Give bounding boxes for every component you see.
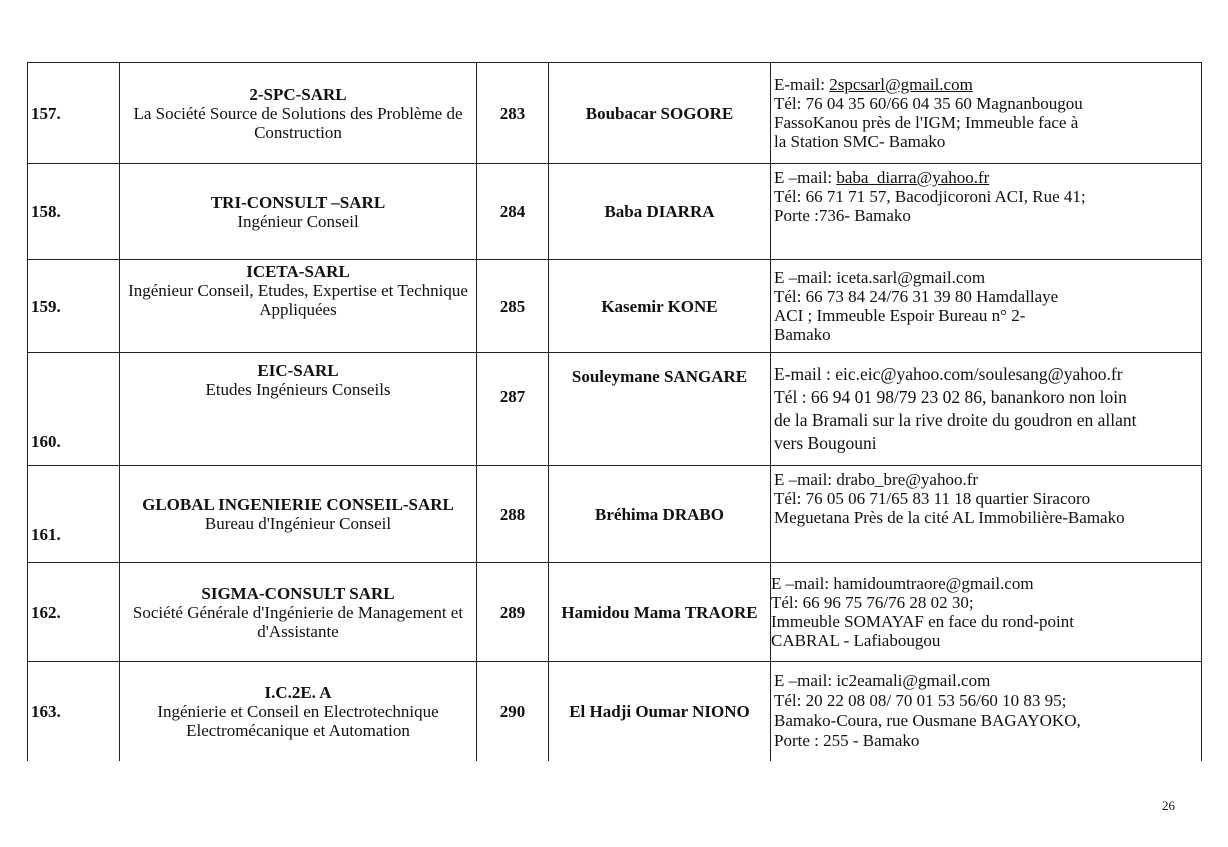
email-line: [774, 75, 1198, 94]
firm-name: EIC-SARL: [257, 361, 339, 380]
email-link[interactable]: drabo_bre@yahoo.fr: [836, 470, 979, 489]
contact-detail: FassoKanou près de l'IGM; Immeuble face à: [774, 113, 1079, 132]
contact-cell: [771, 260, 1202, 353]
manager-name: Baba DIARRA: [549, 164, 771, 260]
manager-name: El Hadji Oumar NIONO: [549, 662, 771, 761]
firm-cell: [120, 164, 477, 260]
firm-description: Ingénieur Conseil, Etudes, Expertise et Technique Appliquées: [128, 281, 468, 319]
email-label: E –mail:: [771, 574, 834, 593]
contact-cell: [771, 353, 1202, 466]
row-number: 159.: [28, 260, 120, 353]
firm-name: 2-SPC-SARL: [249, 84, 347, 104]
row-number: 163.: [28, 662, 120, 761]
row-number: 158.: [28, 164, 120, 260]
email-link[interactable]: 2spcsarl@gmail.com: [829, 75, 973, 94]
contact-detail: vers Bougouni: [774, 433, 877, 453]
firm-description: Ingénierie et Conseil en Electrotechnique Electromécanique et Automation: [157, 701, 439, 740]
row-number: 157.: [28, 63, 120, 164]
firm-name: ICETA-SARL: [246, 262, 350, 281]
email-label: E-mail :: [774, 364, 836, 384]
manager-name: Hamidou Mama TRAORE: [549, 563, 771, 662]
manager-name: Souleymane SANGARE: [549, 353, 771, 466]
contact-detail: Porte :736- Bamako: [774, 206, 911, 225]
contact-detail: Meguetana Près de la cité AL Immobilière-Bamako: [774, 508, 1125, 527]
email-line: [774, 168, 1198, 187]
email-line: [774, 671, 1198, 691]
page-number: 26: [1162, 798, 1175, 813]
contact-cell: [771, 466, 1202, 563]
email-link[interactable]: baba_diarra@yahoo.fr: [836, 168, 990, 187]
contact-cell: [771, 563, 1202, 662]
email-link[interactable]: iceta.sarl@gmail.com: [836, 268, 986, 287]
contact-detail: Tél: 66 96 75 76/76 28 02 30;: [771, 593, 974, 612]
approval-number: 287: [477, 353, 549, 466]
row-number: 161.: [28, 466, 120, 563]
table-row: [28, 353, 1202, 466]
email-label: E –mail:: [774, 470, 837, 489]
approval-number: 288: [477, 466, 549, 563]
contact-detail: Tél: 66 71 71 57, Bacodjicoroni ACI, Rue 41;: [774, 187, 1086, 206]
table-row: [28, 662, 1202, 761]
email-line: [771, 574, 1198, 593]
email-link[interactable]: ic2eamali@gmail.com: [836, 671, 991, 691]
firm-cell: [120, 353, 477, 466]
manager-name: Kasemir KONE: [549, 260, 771, 353]
row-number: 160.: [28, 353, 120, 466]
contact-cell: [771, 164, 1202, 260]
table-row: [28, 164, 1202, 260]
email-label: E –mail:: [774, 168, 837, 187]
firm-cell: [120, 563, 477, 662]
email-label: E –mail:: [774, 671, 837, 691]
contact-detail: Tél: 76 05 06 71/65 83 11 18 quartier Siracoro: [774, 489, 1091, 508]
firm-name-text: GLOBAL INGENIERIE CONSEIL-SARL: [142, 495, 454, 514]
firm-description: Bureau d'Ingénieur Conseil: [204, 514, 392, 533]
approval-number: 289: [477, 563, 549, 662]
contact-detail: la Station SMC- Bamako: [774, 132, 946, 151]
contact-detail: Tél: 20 22 08 08/ 70 01 53 56/60 10 83 95;: [774, 691, 1067, 711]
firm-description: La Société Source de Solutions des Problème de Construction: [133, 103, 463, 142]
approval-number: 290: [477, 662, 549, 761]
firm-registry-table: [27, 62, 1202, 761]
approval-number: 285: [477, 260, 549, 353]
firm-name: TRI-CONSULT –SARL: [210, 192, 386, 212]
firm-name: I.C.2E. A: [264, 682, 332, 702]
contact-detail: Tél: 76 04 35 60/66 04 35 60 Magnanbougou: [774, 94, 1083, 113]
firm-cell: [120, 63, 477, 164]
firm-cell: [120, 662, 477, 761]
contact-detail: CABRAL - Lafiabougou: [771, 631, 941, 650]
firm-name: SIGMA-CONSULT SARL: [201, 583, 395, 603]
contact-detail: Bamako-Coura, rue Ousmane BAGAYOKO,: [774, 711, 1081, 731]
email-link[interactable]: hamidoumtraore@gmail.com: [833, 574, 1034, 593]
contact-detail: Tél: 66 73 84 24/76 31 39 80 Hamdallaye: [774, 287, 1059, 306]
firm-name: [123, 495, 473, 514]
email-link[interactable]: eic.eic@yahoo.com/soulesang@yahoo.fr: [835, 364, 1123, 384]
firm-cell: [120, 260, 477, 353]
contact-detail: Tél : 66 94 01 98/79 23 02 86, banankoro non loin: [774, 387, 1127, 407]
contact-detail: Immeuble SOMAYAF en face du rond-point: [771, 612, 1074, 631]
firm-description: Ingénieur Conseil: [237, 211, 359, 231]
row-number: 162.: [28, 563, 120, 662]
table-row: [28, 63, 1202, 164]
email-label: E –mail:: [774, 268, 837, 287]
contact-detail: Bamako: [774, 325, 831, 344]
manager-name: Boubacar SOGORE: [549, 63, 771, 164]
contact-detail: ACI ; Immeuble Espoir Bureau n° 2-: [774, 306, 1026, 325]
contact-cell: [771, 63, 1202, 164]
contact-cell: [771, 662, 1202, 761]
table-row: [28, 260, 1202, 353]
table-row: [28, 466, 1202, 563]
email-line: [774, 363, 1198, 386]
email-label: E-mail:: [774, 75, 830, 94]
table-row: [28, 563, 1202, 662]
manager-name: Bréhima DRABO: [549, 466, 771, 563]
firm-cell: [120, 466, 477, 563]
firm-description: Société Générale d'Ingénierie de Management et d'Assistante: [132, 602, 464, 641]
email-line: [774, 470, 1198, 489]
firm-description: Etudes Ingénieurs Conseils: [205, 380, 391, 399]
approval-number: 283: [477, 63, 549, 164]
contact-detail: Porte : 255 - Bamako: [774, 731, 920, 751]
approval-number: 284: [477, 164, 549, 260]
email-line: [774, 268, 1198, 287]
contact-detail: de la Bramali sur la rive droite du goudron en allant: [774, 410, 1137, 430]
